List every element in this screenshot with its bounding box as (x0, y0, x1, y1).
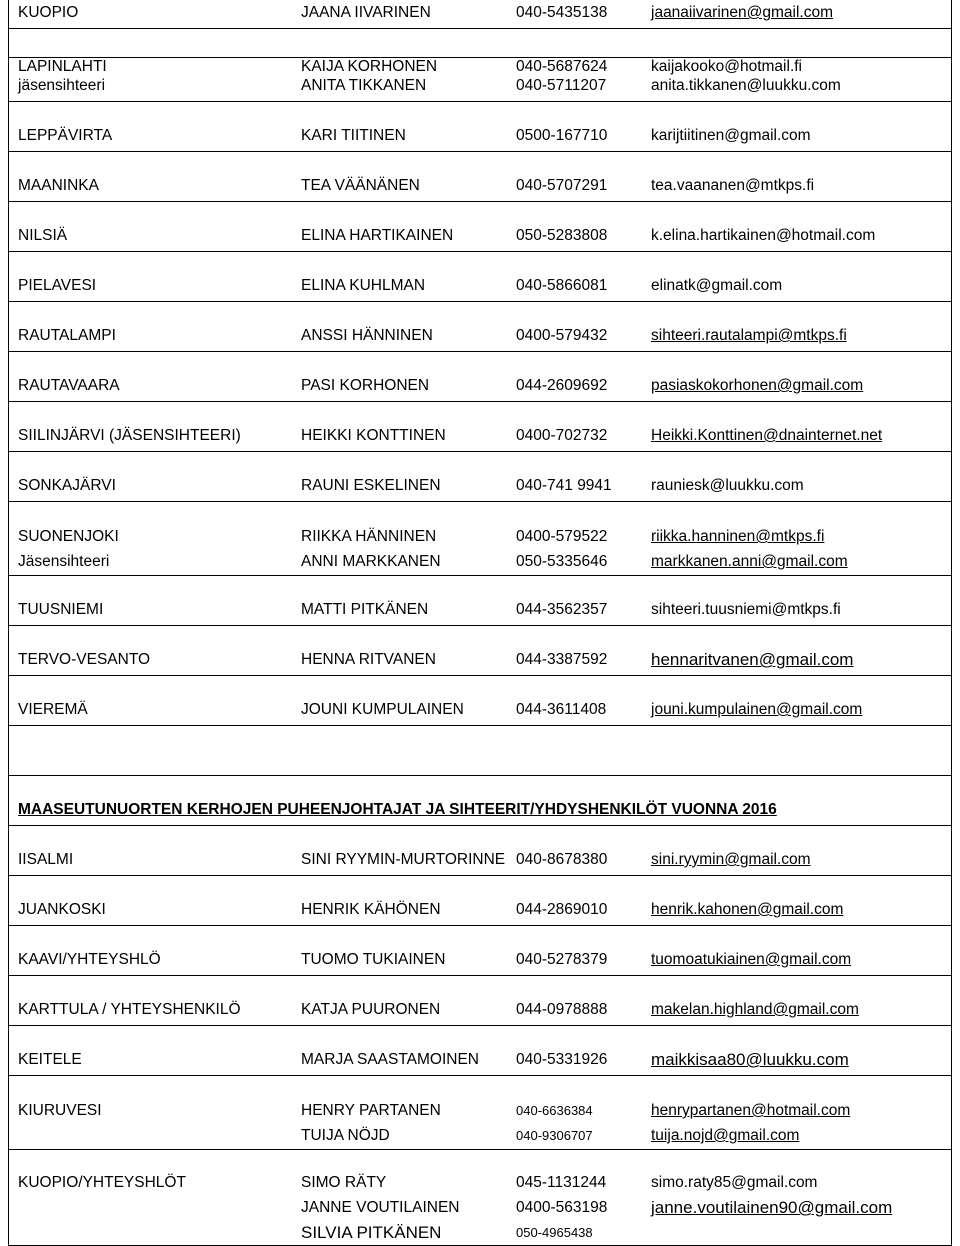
phone-cell: 040-5707291 (516, 177, 608, 194)
phone-cell: 0400-579432 (516, 327, 608, 344)
name-cell: KAIJA KORHONEN (301, 58, 438, 75)
place-cell: RAUTAVAARA (18, 377, 120, 394)
email-link[interactable]: hennaritvanen@gmail.com (651, 650, 854, 669)
email-link[interactable]: jaanaiivarinen@gmail.com (651, 4, 834, 21)
name-cell: PASI KORHONEN (301, 377, 430, 394)
email-link[interactable]: riikka.hanninen@mtkps.fi (651, 528, 825, 545)
phone-cell: 044-0978888 (516, 1001, 608, 1018)
email-link[interactable]: tuomoatukiainen@gmail.com (651, 951, 852, 968)
place-cell: TUUSNIEMI (18, 601, 104, 618)
table-row (8, 1220, 952, 1246)
name-cell: RIIKKA HÄNNINEN (301, 528, 437, 545)
phone-cell: 050-5283808 (516, 227, 608, 244)
table-row (8, 726, 952, 776)
phone-cell: 044-3611408 (516, 701, 607, 718)
name-cell: SINI RYYMIN-MURTORINNE (301, 851, 506, 868)
table-row (8, 1150, 952, 1196)
phone-cell: 040-5331926 (516, 1051, 608, 1068)
contact-table (8, 0, 952, 1246)
name-cell: HENRY PARTANEN (301, 1102, 441, 1119)
email-link[interactable]: tuija.nojd@gmail.com (651, 1127, 800, 1144)
place-cell: KARTTULA / YHTEYSHENKILÖ (18, 1001, 241, 1018)
email-link[interactable]: henrypartanen@hotmail.com (651, 1102, 851, 1119)
email-text: simo.raty85@gmail.com (651, 1174, 818, 1191)
phone-cell: 050-5335646 (516, 553, 608, 570)
name-cell: HENRIK KÄHÖNEN (301, 901, 441, 918)
email-text: rauniesk@luukku.com (651, 477, 804, 494)
table-row (8, 550, 952, 576)
email-text: k.elina.hartikainen@hotmail.com (651, 227, 876, 244)
place-cell: MAANINKA (18, 177, 99, 194)
name-cell: HEIKKI KONTTINEN (301, 427, 446, 444)
table-row (8, 876, 952, 926)
email-text: elinatk@gmail.com (651, 277, 783, 294)
table-row (8, 676, 952, 726)
place-cell: SUONENJOKI (18, 528, 119, 545)
table-row (8, 0, 952, 29)
name-cell: TEA VÄÄNÄNEN (301, 177, 420, 194)
table-row (8, 626, 952, 676)
phone-cell: 040-741 9941 (516, 477, 612, 494)
table-row (8, 29, 952, 58)
phone-cell: 050-4965438 (516, 1225, 593, 1240)
name-cell: KARI TIITINEN (301, 127, 406, 144)
place-cell: LAPINLAHTI (18, 58, 107, 75)
name-cell: ANITA TIKKANEN (301, 77, 427, 94)
section-heading-row (8, 776, 952, 826)
table-row (8, 402, 952, 452)
email-link[interactable]: maikkisaa80@luukku.com (651, 1050, 849, 1069)
email-link[interactable]: Heikki.Konttinen@dnainternet.net (651, 427, 883, 444)
email-text: anita.tikkanen@luukku.com (651, 77, 841, 94)
phone-cell: 040-8678380 (516, 851, 608, 868)
table-row (8, 576, 952, 626)
name-cell: MARJA SAASTAMOINEN (301, 1051, 479, 1068)
phone-cell: 040-6636384 (516, 1103, 593, 1118)
name-cell: ANSSI HÄNNINEN (301, 327, 433, 344)
phone-cell: 040-9306707 (516, 1128, 593, 1143)
table-row (8, 1124, 952, 1150)
place-cell: JUANKOSKI (18, 901, 106, 918)
name-cell: JANNE VOUTILAINEN (301, 1199, 460, 1216)
phone-cell: 040-5278379 (516, 951, 608, 968)
table-row (8, 502, 952, 550)
phone-cell: 0400-702732 (516, 427, 608, 444)
phone-cell: 0400-579522 (516, 528, 608, 545)
table-row (8, 352, 952, 402)
place-cell: KAAVI/YHTEYSHLÖ (18, 951, 161, 968)
table-row (8, 1076, 952, 1124)
email-link[interactable]: makelan.highland@gmail.com (651, 1001, 859, 1018)
table-row (8, 302, 952, 352)
name-cell: HENNA RITVANEN (301, 651, 436, 668)
place-cell: VIEREMÄ (18, 701, 88, 718)
phone-cell: 044-2609692 (516, 377, 608, 394)
name-cell: JOUNI KUMPULAINEN (301, 701, 464, 718)
table-row (8, 826, 952, 876)
name-cell: KATJA PUURONEN (301, 1001, 441, 1018)
email-link[interactable]: sini.ryymin@gmail.com (651, 851, 811, 868)
email-text: sihteeri.tuusniemi@mtkps.fi (651, 601, 841, 618)
place-cell: TERVO-VESANTO (18, 651, 151, 668)
email-link[interactable]: janne.voutilainen90@gmail.com (651, 1198, 893, 1217)
place-cell: SIILINJÄRVI (JÄSENSIHTEERI) (18, 427, 241, 444)
table-row (8, 452, 952, 502)
name-cell: SIMO RÄTY (301, 1174, 387, 1191)
table-row (8, 58, 952, 74)
table-row (8, 1196, 952, 1220)
phone-cell: 040-5711207 (516, 77, 607, 94)
table-row (8, 926, 952, 976)
table-row (8, 1026, 952, 1076)
place-cell: KUOPIO/YHTEYSHLÖT (18, 1174, 186, 1191)
name-cell: JAANA IIVARINEN (301, 4, 431, 21)
phone-cell: 040-5687624 (516, 58, 608, 75)
place-cell: KUOPIO (18, 4, 79, 21)
place-cell: KIURUVESI (18, 1102, 102, 1119)
place-cell: jäsensihteeri (18, 77, 106, 94)
phone-cell: 044-3387592 (516, 651, 608, 668)
email-link[interactable]: sihteeri.rautalampi@mtkps.fi (651, 327, 847, 344)
table-row (8, 202, 952, 252)
email-text: kaijakooko@hotmail.fi (651, 58, 802, 75)
table-row (8, 74, 952, 102)
table-row (8, 102, 952, 152)
email-link[interactable]: henrik.kahonen@gmail.com (651, 901, 844, 918)
name-cell: TUOMO TUKIAINEN (301, 951, 446, 968)
table-row (8, 252, 952, 302)
phone-cell: 045-1131244 (516, 1174, 607, 1191)
name-cell: SILVIA PITKÄNEN (301, 1223, 442, 1242)
name-cell: ELINA HARTIKAINEN (301, 227, 454, 244)
place-cell: NILSIÄ (18, 227, 68, 244)
place-cell: RAUTALAMPI (18, 327, 116, 344)
name-cell: MATTI PITKÄNEN (301, 601, 429, 618)
phone-cell: 044-2869010 (516, 901, 608, 918)
section-heading: MAASEUTUNUORTEN KERHOJEN PUHEENJOHTAJAT JA SIHTEERIT/YHDYSHENKILÖT VUONNA 2016 (18, 801, 777, 818)
phone-cell: 0500-167710 (516, 127, 608, 144)
name-cell: ANNI MARKKANEN (301, 553, 441, 570)
name-cell: TUIJA NÖJD (301, 1127, 390, 1144)
email-link[interactable]: jouni.kumpulainen@gmail.com (651, 701, 863, 718)
phone-cell: 040-5866081 (516, 277, 608, 294)
phone-cell: 040-5435138 (516, 4, 608, 21)
place-cell: SONKAJÄRVI (18, 477, 116, 494)
email-text: tea.vaananen@mtkps.fi (651, 177, 815, 194)
place-cell: KEITELE (18, 1051, 82, 1068)
email-text: karijtiitinen@gmail.com (651, 127, 811, 144)
table-row (8, 976, 952, 1026)
place-cell: Jäsensihteeri (18, 553, 110, 570)
table-row (8, 152, 952, 202)
phone-cell: 0400-563198 (516, 1199, 608, 1216)
email-link[interactable]: pasiaskokorhonen@gmail.com (651, 377, 864, 394)
name-cell: ELINA KUHLMAN (301, 277, 426, 294)
place-cell: IISALMI (18, 851, 74, 868)
email-link[interactable]: markkanen.anni@gmail.com (651, 553, 848, 570)
place-cell: PIELAVESI (18, 277, 97, 294)
phone-cell: 044-3562357 (516, 601, 608, 618)
name-cell: RAUNI ESKELINEN (301, 477, 441, 494)
place-cell: LEPPÄVIRTA (18, 127, 113, 144)
